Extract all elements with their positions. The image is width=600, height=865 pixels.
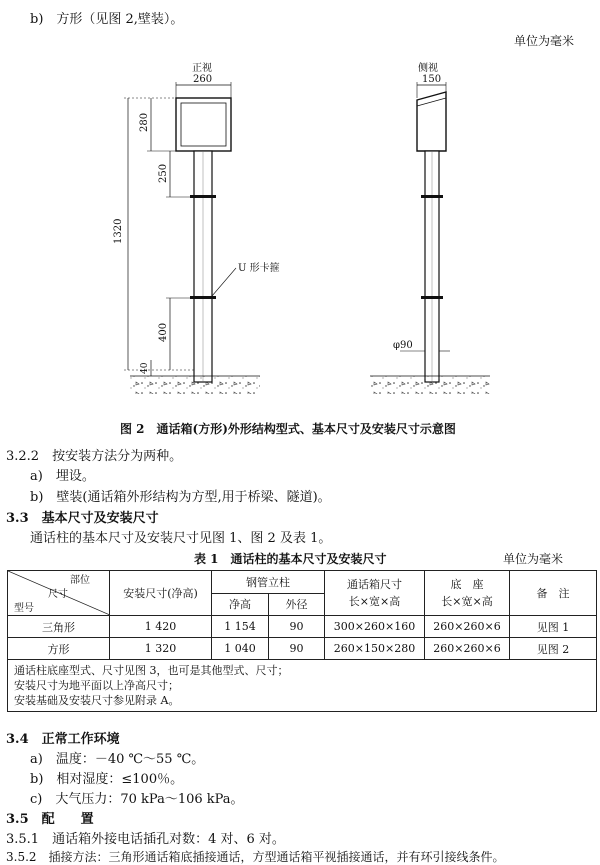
corner-bottom: 型号 [14,603,34,614]
section-3-3-heading: 3.3 基本尺寸及安装尺寸 [6,511,159,526]
header-install: 安装尺寸(净高) [110,571,212,616]
table-1 [7,570,597,712]
dim-280-label: 280 [139,112,150,132]
table-notes: 通话柱底座型式、尺寸见图 3，也可是其他型式、尺寸； 安装尺寸为地平面以上净高尺寸； 安装基础及安装尺寸参见附录 A。 [8,660,597,712]
section-3-4-item-c: c) 大气压力：70 kPa～106 kPa。 [30,792,244,807]
section-3-4-item-a: a) 温度：－40 ℃～55 ℃。 [30,752,205,767]
front-box [176,98,231,151]
section-3-3-paragraph: 通话柱的基本尺寸及安装尺寸见图 1、图 2 及表 1。 [30,531,332,546]
side-width-label: 150 [422,74,442,85]
header-pipe-height: 净高 [212,593,269,616]
corner-mid: 尺寸 [48,589,68,600]
header-remark: 备 注 [510,571,597,616]
dim-400-label: 400 [158,322,169,342]
table-corner-cell [8,571,110,616]
header-pipe: 钢管立柱 [212,571,325,594]
section-3-4-heading: 3.4 正常工作环境 [6,732,120,747]
section-3-5-1: 3.5.1 通话箱外接电话插孔对数：4 对、6 对。 [6,832,285,847]
table-unit: 单位为毫米 [503,552,564,566]
u-clamp-label: U 形卡箍 [238,263,280,274]
section-3-5-2: 3.5.2 插接方法：三角形通话箱底插接通话，方型通话箱平视插接通话，并有环引接线条件。 [6,850,505,864]
section-3-2-2-item-b: b) 壁装(通话箱外形结构为方型,用于桥梁、隧道)。 [30,490,331,505]
table-row: 三角形 1 420 1 154 90 300×260×160 260×260×6 见图 1 [8,616,597,638]
figure-2-drawing [0,0,600,420]
header-base: 底 座 长×宽×高 [425,571,510,616]
side-box [417,92,446,151]
dim-1320-label: 1320 [113,218,124,244]
section-3-2-2-item-a: a) 埋设。 [30,469,95,484]
figure-caption: 图 2 通话箱(方形)外形结构型式、基本尺寸及安装尺寸示意图 [120,422,456,436]
unit-label-top: 单位为毫米 [514,34,575,48]
table-title: 表 1 通话柱的基本尺寸及安装尺寸 [194,552,387,566]
side-view-label: 侧视 [418,63,438,74]
front-view-label: 正视 [192,63,212,74]
front-width-label: 260 [193,74,213,85]
section-3-5-heading: 3.5 配 置 [6,812,94,827]
header-pipe-dia: 外径 [269,593,325,616]
phi90-label: φ90 [393,340,413,351]
corner-top: 部位 [70,575,90,586]
section-3-4-item-b: b) 相对湿度：≤100％。 [30,772,184,787]
item-b-square: b) 方形（见图 2,壁装）。 [30,12,184,27]
section-3-2-2-heading: 3.2.2 按安装方法分为两种。 [6,449,183,464]
dim-40-label: 40 [140,362,150,374]
dim-250-label: 250 [158,163,169,183]
header-box: 通话箱尺寸 长×宽×高 [325,571,425,616]
table-row: 方形 1 320 1 040 90 260×150×280 260×260×6 见图 2 [8,638,597,660]
